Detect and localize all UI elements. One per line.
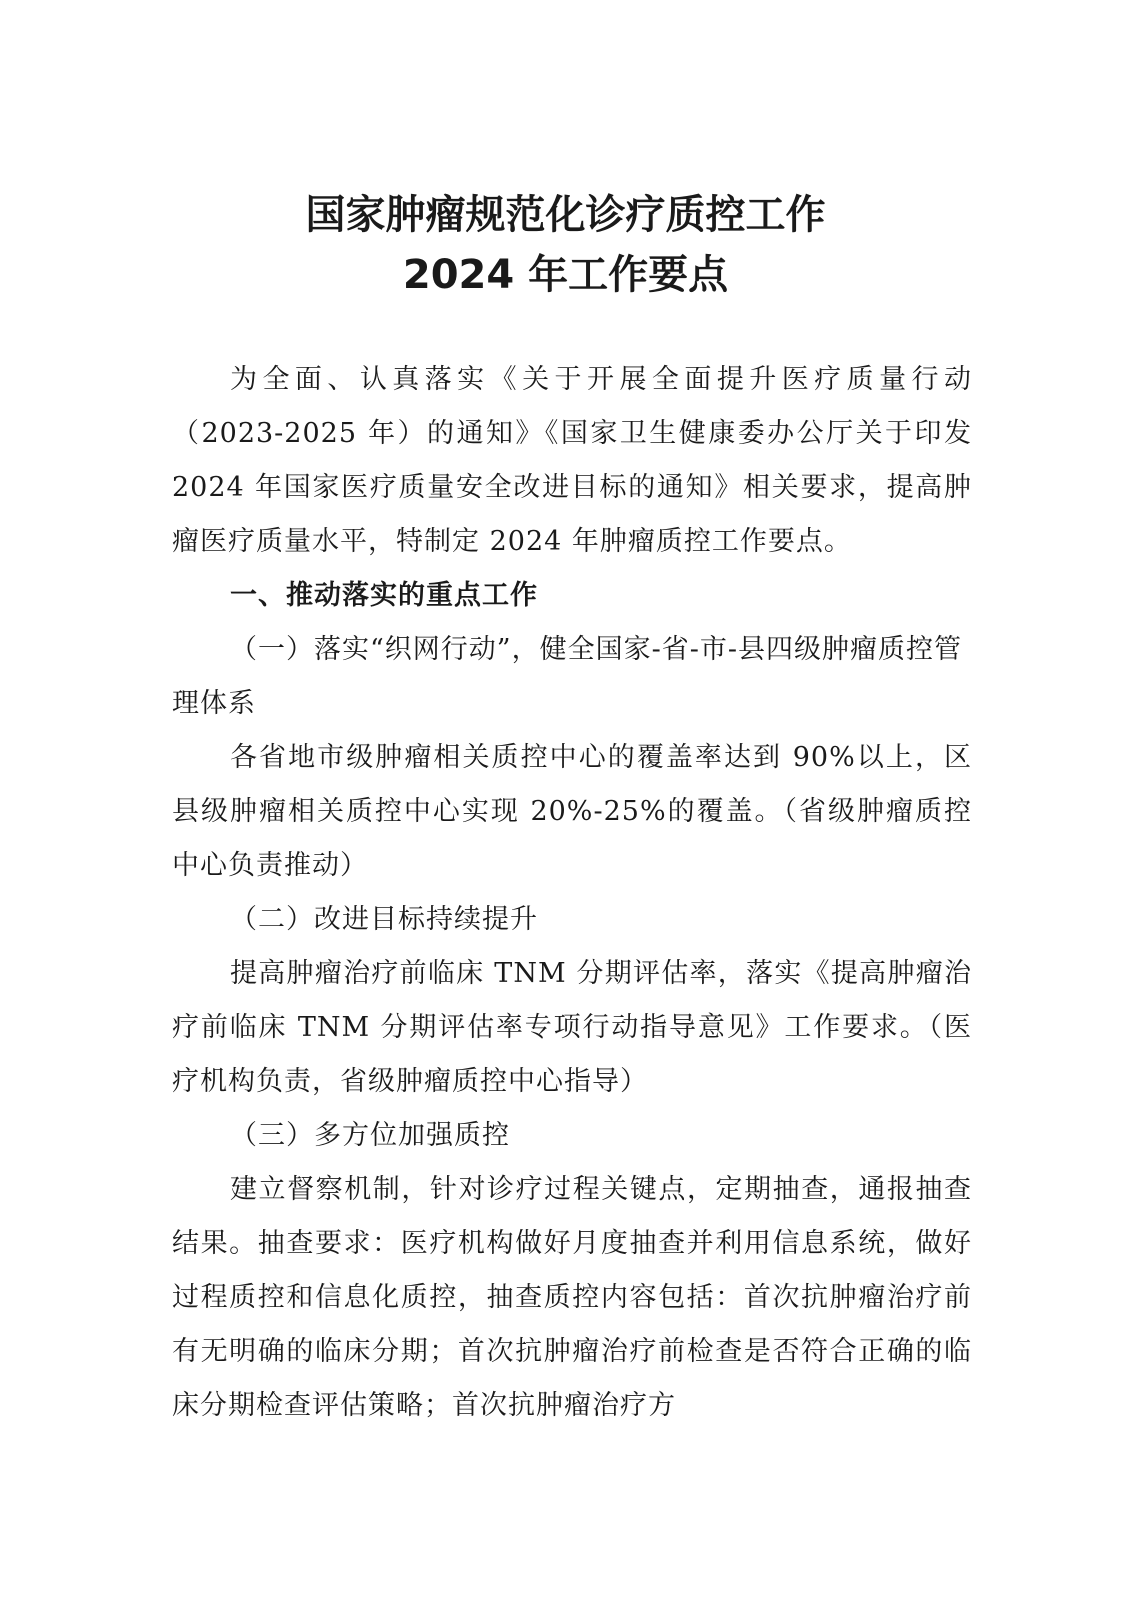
subsection1-body: 各省地市级肿瘤相关质控中心的覆盖率达到 90%以上，区县级肿瘤相关质控中心实现 20%-25%的覆盖。（省级肿瘤质控中心负责推动） (172, 742, 972, 881)
subsection3-heading: （三）多方位加强质控 (230, 1120, 510, 1151)
subsection1-heading: （一）落实“织网行动”，健全国家-省-市-县四级肿瘤质控管理体系 (172, 634, 962, 719)
intro-paragraph: 为全面、认真落实《关于开展全面提升医疗质量行动（2023-2025 年）的通知》《国家卫生健康委办公厅关于印发 2024 年国家医疗质量安全改进目标的通知》相关要求，提高肿瘤医疗质量水平，特制定 2024 年肿瘤质控工作要点。 (172, 364, 972, 557)
subsection2-body: 提高肿瘤治疗前临床 TNM 分期评估率，落实《提高肿瘤治疗前临床 TNM 分期评估率专项行动指导意见》工作要求。（医疗机构负责，省级肿瘤质控中心指导） (172, 958, 972, 1097)
document-title-line1: 国家肿瘤规范化诊疗质控工作 (305, 192, 826, 238)
subsection2-heading: （二）改进目标持续提升 (230, 904, 538, 935)
subsection3-body: 建立督察机制，针对诊疗过程关键点，定期抽查，通报抽查结果。抽查要求：医疗机构做好月度抽查并利用信息系统，做好过程质控和信息化质控，抽查质控内容包括：首次抗肿瘤治疗前有无明确的临床分期；首次抗肿瘤治疗前检查是否符合正确的临床分期检查评估策略；首次抗肿瘤治疗方 (172, 1174, 972, 1421)
document-title-line2: 2024 年工作要点 (402, 252, 729, 298)
section1-heading: 一、推动落实的重点工作 (230, 580, 538, 611)
